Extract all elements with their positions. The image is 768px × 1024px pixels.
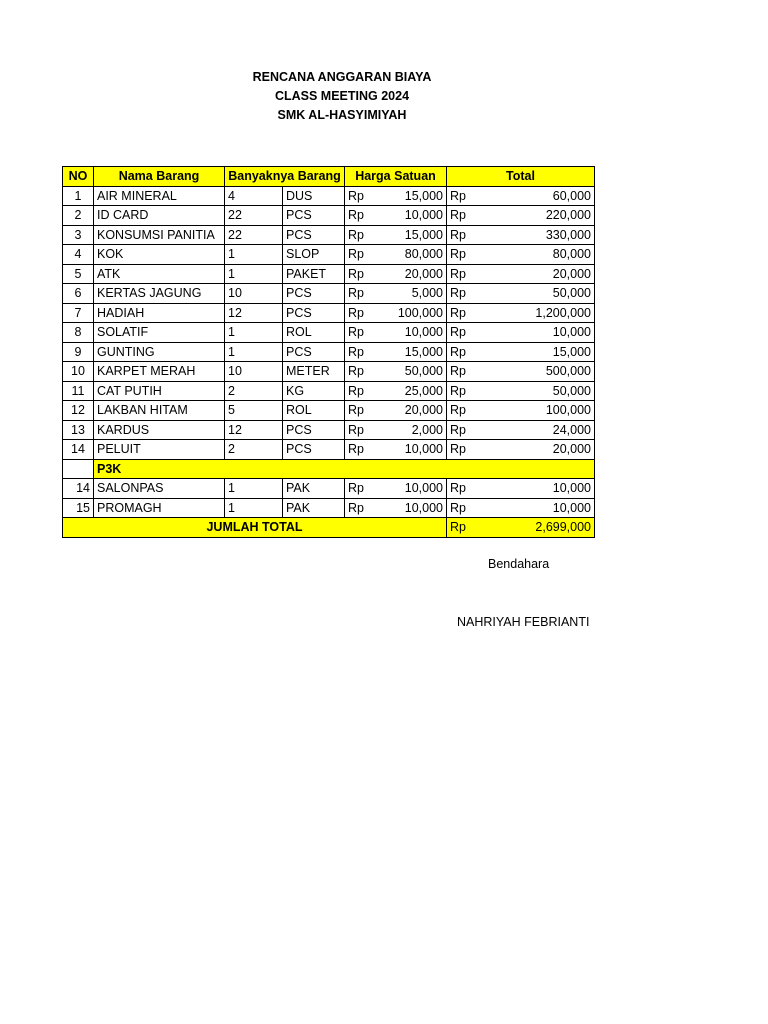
item-quantity: 1 (225, 323, 283, 343)
item-name: KARPET MERAH (94, 362, 225, 382)
item-quantity: 1 (225, 264, 283, 284)
item-quantity: 4 (225, 186, 283, 206)
item-name: KONSUMSI PANITIA (94, 225, 225, 245)
table-row (63, 342, 595, 362)
col-total-header: Total (447, 167, 595, 187)
item-name: KARDUS (94, 420, 225, 440)
unit-price: 20,000 (375, 401, 447, 421)
item-unit: METER (283, 362, 345, 382)
item-quantity: 10 (225, 284, 283, 304)
table-row (63, 186, 595, 206)
table-row (63, 264, 595, 284)
item-total: 1,200,000 (477, 303, 595, 323)
total-currency: Rp (447, 284, 477, 304)
item-unit: PCS (283, 225, 345, 245)
item-total: 60,000 (477, 186, 595, 206)
item-quantity: 12 (225, 303, 283, 323)
price-currency: Rp (345, 498, 375, 518)
row-number: 9 (63, 342, 94, 362)
grand-total-row (63, 518, 595, 538)
item-unit: PCS (283, 342, 345, 362)
signature-role: Bendahara (488, 557, 550, 571)
row-number: 10 (63, 362, 94, 382)
item-unit: ROL (283, 401, 345, 421)
unit-price: 25,000 (375, 381, 447, 401)
table-row (63, 284, 595, 304)
price-currency: Rp (345, 342, 375, 362)
item-name: ID CARD (94, 206, 225, 226)
row-number: 14 (63, 479, 94, 499)
total-currency: Rp (447, 225, 477, 245)
unit-price: 10,000 (375, 323, 447, 343)
item-quantity: 1 (225, 342, 283, 362)
row-number: 2 (63, 206, 94, 226)
item-quantity: 22 (225, 206, 283, 226)
budget-table (62, 166, 595, 538)
item-unit: PCS (283, 440, 345, 460)
price-currency: Rp (345, 362, 375, 382)
unit-price: 100,000 (375, 303, 447, 323)
table-row (63, 479, 595, 499)
section-header-row (63, 459, 595, 479)
total-currency: Rp (447, 186, 477, 206)
event-name: CLASS MEETING 2024 (274, 89, 410, 103)
item-total: 15,000 (477, 342, 595, 362)
total-currency: Rp (447, 303, 477, 323)
item-quantity: 2 (225, 440, 283, 460)
unit-price: 2,000 (375, 420, 447, 440)
item-quantity: 10 (225, 362, 283, 382)
total-currency: Rp (447, 420, 477, 440)
unit-price: 15,000 (375, 225, 447, 245)
price-currency: Rp (345, 284, 375, 304)
item-quantity: 5 (225, 401, 283, 421)
item-name: HADIAH (94, 303, 225, 323)
unit-price: 10,000 (375, 498, 447, 518)
item-name: SALONPAS (94, 479, 225, 499)
table-row (63, 245, 595, 265)
price-currency: Rp (345, 401, 375, 421)
item-quantity: 2 (225, 381, 283, 401)
table-row (63, 303, 595, 323)
item-name: PELUIT (94, 440, 225, 460)
item-unit: PCS (283, 420, 345, 440)
item-total: 10,000 (477, 498, 595, 518)
item-name: LAKBAN HITAM (94, 401, 225, 421)
table-row (63, 206, 595, 226)
item-unit: PCS (283, 206, 345, 226)
item-unit: PAK (283, 479, 345, 499)
item-total: 220,000 (477, 206, 595, 226)
item-quantity: 22 (225, 225, 283, 245)
row-number: 12 (63, 401, 94, 421)
unit-price: 80,000 (375, 245, 447, 265)
col-price-header: Harga Satuan (345, 167, 447, 187)
price-currency: Rp (345, 206, 375, 226)
item-total: 24,000 (477, 420, 595, 440)
price-currency: Rp (345, 245, 375, 265)
col-name-header: Nama Barang (94, 167, 225, 187)
unit-price: 20,000 (375, 264, 447, 284)
item-name: CAT PUTIH (94, 381, 225, 401)
document-title: RENCANA ANGGARAN BIAYA (252, 70, 432, 84)
price-currency: Rp (345, 440, 375, 460)
item-name: AIR MINERAL (94, 186, 225, 206)
item-total: 20,000 (477, 440, 595, 460)
table-row (63, 420, 595, 440)
p3k-section (63, 459, 595, 479)
unit-price: 10,000 (375, 440, 447, 460)
table-row (63, 225, 595, 245)
table-row (63, 498, 595, 518)
item-quantity: 1 (225, 498, 283, 518)
item-quantity: 1 (225, 245, 283, 265)
row-number: 14 (63, 440, 94, 460)
row-number: 4 (63, 245, 94, 265)
unit-price: 10,000 (375, 206, 447, 226)
price-currency: Rp (345, 225, 375, 245)
item-unit: ROL (283, 323, 345, 343)
total-label: JUMLAH TOTAL (63, 518, 447, 538)
row-number: 11 (63, 381, 94, 401)
table-row (63, 440, 595, 460)
row-number: 5 (63, 264, 94, 284)
item-name: SOLATIF (94, 323, 225, 343)
item-unit: PCS (283, 284, 345, 304)
row-number: 13 (63, 420, 94, 440)
item-unit: DUS (283, 186, 345, 206)
total-currency: Rp (447, 362, 477, 382)
unit-price: 15,000 (375, 342, 447, 362)
item-total: 50,000 (477, 381, 595, 401)
item-total: 20,000 (477, 264, 595, 284)
col-no-header: NO (63, 167, 94, 187)
section-label: P3K (94, 459, 595, 479)
total-currency: Rp (447, 498, 477, 518)
total-currency: Rp (447, 479, 477, 499)
item-quantity: 12 (225, 420, 283, 440)
total-currency: Rp (447, 518, 477, 538)
item-total: 10,000 (477, 479, 595, 499)
table-row (63, 323, 595, 343)
total-currency: Rp (447, 206, 477, 226)
total-currency: Rp (447, 342, 477, 362)
table-header-row (63, 167, 595, 187)
price-currency: Rp (345, 381, 375, 401)
item-name: GUNTING (94, 342, 225, 362)
item-unit: KG (283, 381, 345, 401)
unit-price: 5,000 (375, 284, 447, 304)
unit-price: 15,000 (375, 186, 447, 206)
total-currency: Rp (447, 401, 477, 421)
price-currency: Rp (345, 186, 375, 206)
col-qty-header: Banyaknya Barang (225, 167, 345, 187)
total-currency: Rp (447, 381, 477, 401)
total-currency: Rp (447, 323, 477, 343)
item-total: 10,000 (477, 323, 595, 343)
unit-price: 10,000 (375, 479, 447, 499)
item-total: 330,000 (477, 225, 595, 245)
row-number: 6 (63, 284, 94, 304)
table-row (63, 381, 595, 401)
p3k-rows (63, 479, 595, 518)
signature-name: NAHRIYAH FEBRIANTI (457, 615, 590, 629)
grand-total-value: 2,699,000 (477, 518, 595, 538)
table-row (63, 401, 595, 421)
table-body (63, 186, 595, 459)
item-total: 50,000 (477, 284, 595, 304)
unit-price: 50,000 (375, 362, 447, 382)
price-currency: Rp (345, 420, 375, 440)
row-number: 7 (63, 303, 94, 323)
table-row (63, 362, 595, 382)
school-name: SMK AL-HASYIMIYAH (277, 108, 407, 122)
row-number: 3 (63, 225, 94, 245)
item-unit: PAKET (283, 264, 345, 284)
row-number: 1 (63, 186, 94, 206)
total-currency: Rp (447, 264, 477, 284)
item-total: 500,000 (477, 362, 595, 382)
item-quantity: 1 (225, 479, 283, 499)
item-total: 80,000 (477, 245, 595, 265)
item-name: PROMAGH (94, 498, 225, 518)
price-currency: Rp (345, 264, 375, 284)
total-currency: Rp (447, 245, 477, 265)
item-name: KERTAS JAGUNG (94, 284, 225, 304)
price-currency: Rp (345, 479, 375, 499)
row-number: 8 (63, 323, 94, 343)
item-unit: PAK (283, 498, 345, 518)
item-name: ATK (94, 264, 225, 284)
total-currency: Rp (447, 440, 477, 460)
item-name: KOK (94, 245, 225, 265)
item-unit: PCS (283, 303, 345, 323)
item-unit: SLOP (283, 245, 345, 265)
price-currency: Rp (345, 303, 375, 323)
row-number: 15 (63, 498, 94, 518)
price-currency: Rp (345, 323, 375, 343)
item-total: 100,000 (477, 401, 595, 421)
